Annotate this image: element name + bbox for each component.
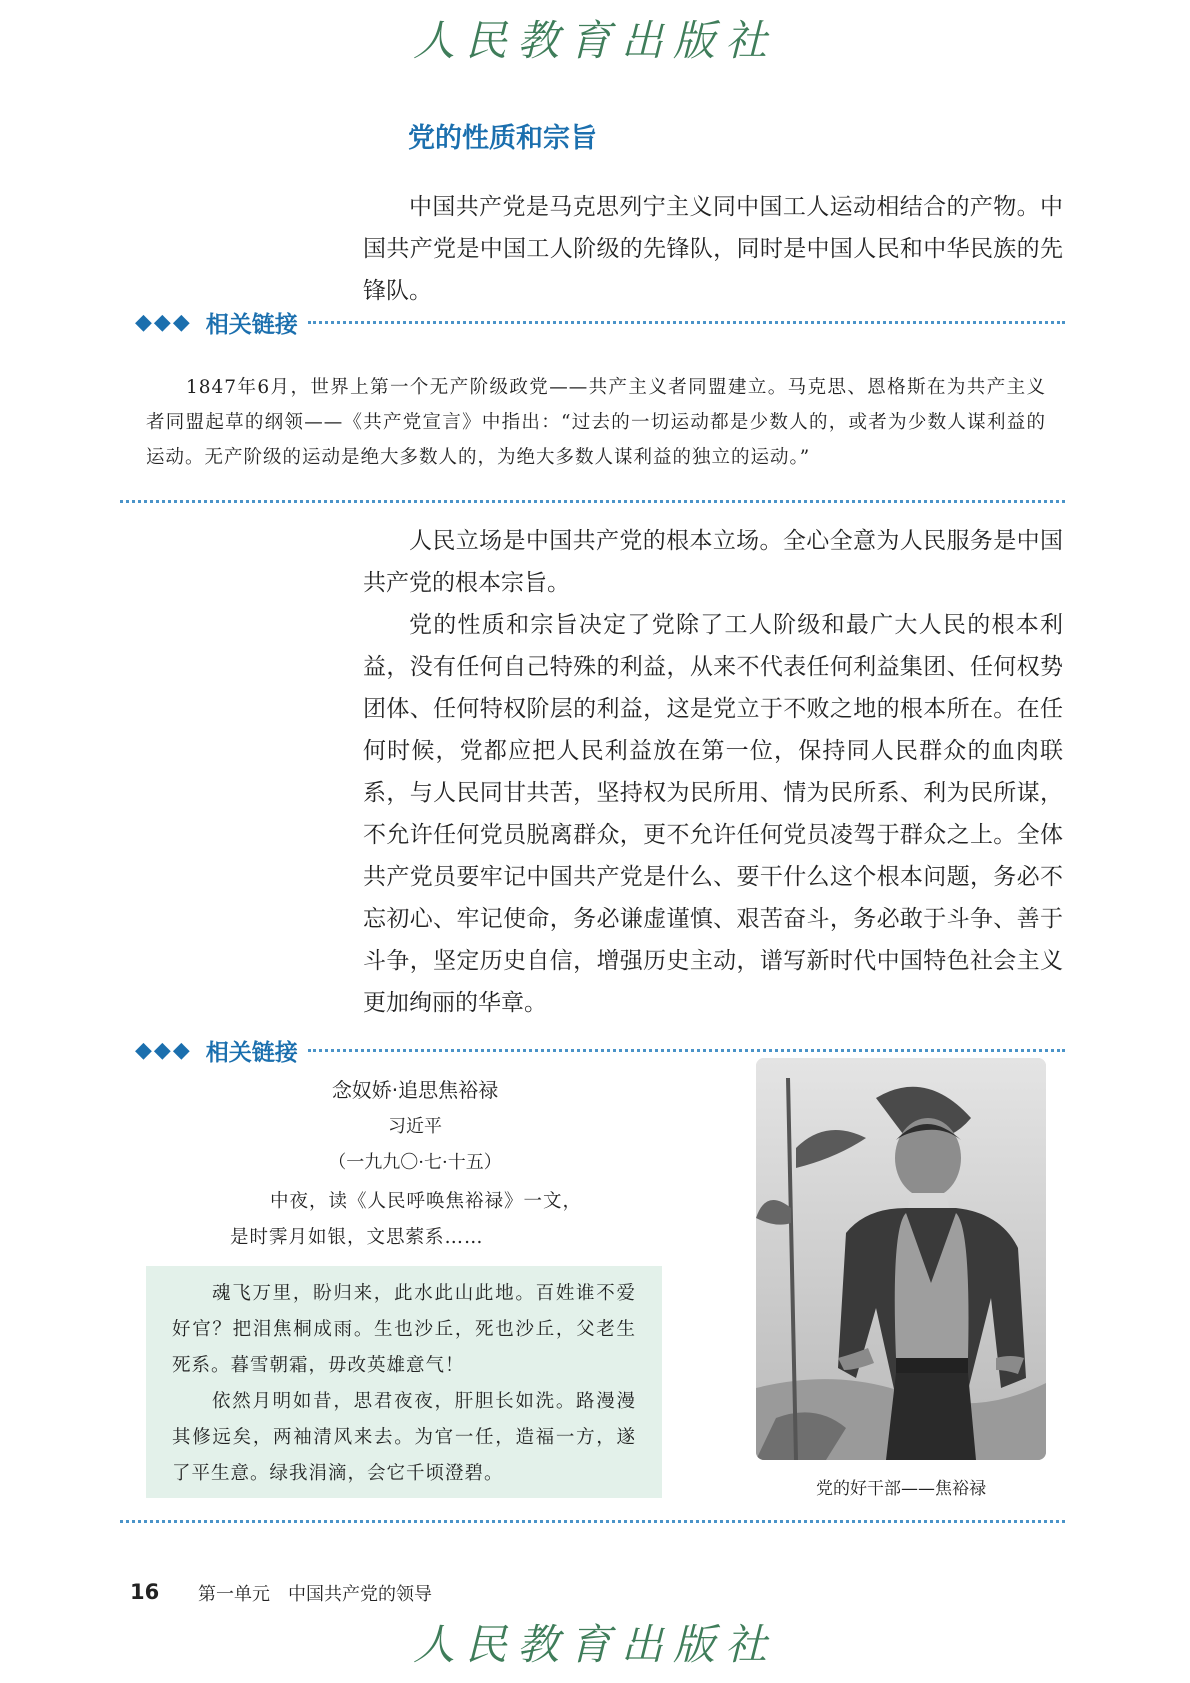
unit-title: 第一单元 中国共产党的领导 (198, 1584, 432, 1605)
dotted-divider-2 (120, 1520, 1065, 1523)
dotted-rule (308, 321, 1065, 324)
poem-title: 念奴娇·追思焦裕禄 (331, 1078, 499, 1102)
page-number: 16 (130, 1580, 160, 1604)
publisher-logo-top: 人民教育出版社 (412, 16, 777, 65)
intro-paragraph: 中国共产党是马克思列宁主义同中国工人运动相结合的产物。中国共产党是中国工人阶级的先锋队，同时是中国人民和中华民族的先锋队。 (363, 194, 1063, 304)
poem-preface (180, 1184, 650, 1256)
related-link-header-1 (135, 305, 1065, 339)
poem-preface-line-1: 中夜，读《人民呼唤焦裕禄》一文， (270, 1191, 583, 1212)
poem-author: 习近平 (388, 1116, 442, 1137)
poem-body-box (146, 1266, 662, 1498)
main-paragraph-block (363, 520, 1063, 1024)
diamond-bullets-icon: ◆◆◆ (135, 309, 192, 335)
nature-paragraph: 党的性质和宗旨决定了党除了工人阶级和最广大人民的根本利益，没有任何自己特殊的利益，从来不代表任何利益集团、任何权势团体、任何特权阶层的利益，这是党立于不败之地的根本所在。在任何时候，党都应把人民利益放在第一位，保持同人民群众的血肉联系，与人民同甘共苦，坚持权为民所用、情为民所系、利为民所谋，不允许任何党员脱离群众，更不允许任何党员凌驾于群众之上。全体共产党员要牢记中国共产党是什么、要干什么这个根本问题，务必不忘初心、牢记使命，务必谦虚谨慎、艰苦奋斗，务必敢于斗争、善于斗争，坚定历史自信，增强历史主动，谱写新时代中国特色社会主义更加绚丽的华章。 (363, 612, 1063, 1016)
dotted-divider-1 (120, 500, 1065, 503)
related-link-label: 相关链接 (205, 311, 298, 338)
portrait-illustration (756, 1058, 1046, 1460)
dotted-rule (308, 1049, 1065, 1052)
poem-stanza-1: 魂飞万里，盼归来，此水此山此地。百姓谁不爱好官？把泪焦桐成雨。生也沙丘，死也沙丘，父老生死系。暮雪朝霜，毋改英雄意气！ (172, 1283, 636, 1376)
diamond-bullets-icon: ◆◆◆ (135, 1037, 192, 1063)
jiao-yulu-photo (756, 1058, 1046, 1460)
poem-stanza-2: 依然月明如昔，思君夜夜，肝胆长如洗。路漫漫其修远矣，两袖清风来去。为官一任，造福一方，遂了平生意。绿我涓滴，会它千顷澄碧。 (172, 1391, 636, 1484)
related-link-label: 相关链接 (205, 1039, 298, 1066)
related-link-text-1 (146, 370, 1046, 475)
manifesto-quote: 1847年6月，世界上第一个无产阶级政党——共产主义者同盟建立。马克思、恩格斯在为共产主义者同盟起草的纲领——《共产党宣言》中指出：“过去的一切运动都是少数人的，或者为少数人谋利益的运动。无产阶级的运动是绝大多数人的，为绝大多数人谋利益的独立的运动。” (146, 377, 1046, 468)
stance-paragraph: 人民立场是中国共产党的根本立场。全心全意为人民服务是中国共产党的根本宗旨。 (363, 528, 1063, 596)
photo-caption: 党的好干部——焦裕禄 (816, 1479, 986, 1499)
publisher-logo-bottom: 人民教育出版社 (412, 1620, 777, 1669)
intro-paragraph-block (363, 186, 1063, 312)
poem-preface-line-2: 是时霁月如银，文思萦系…… (230, 1227, 484, 1248)
poem-date: （一九九〇·七·十五） (328, 1152, 502, 1173)
section-title: 党的性质和宗旨 (408, 123, 597, 154)
